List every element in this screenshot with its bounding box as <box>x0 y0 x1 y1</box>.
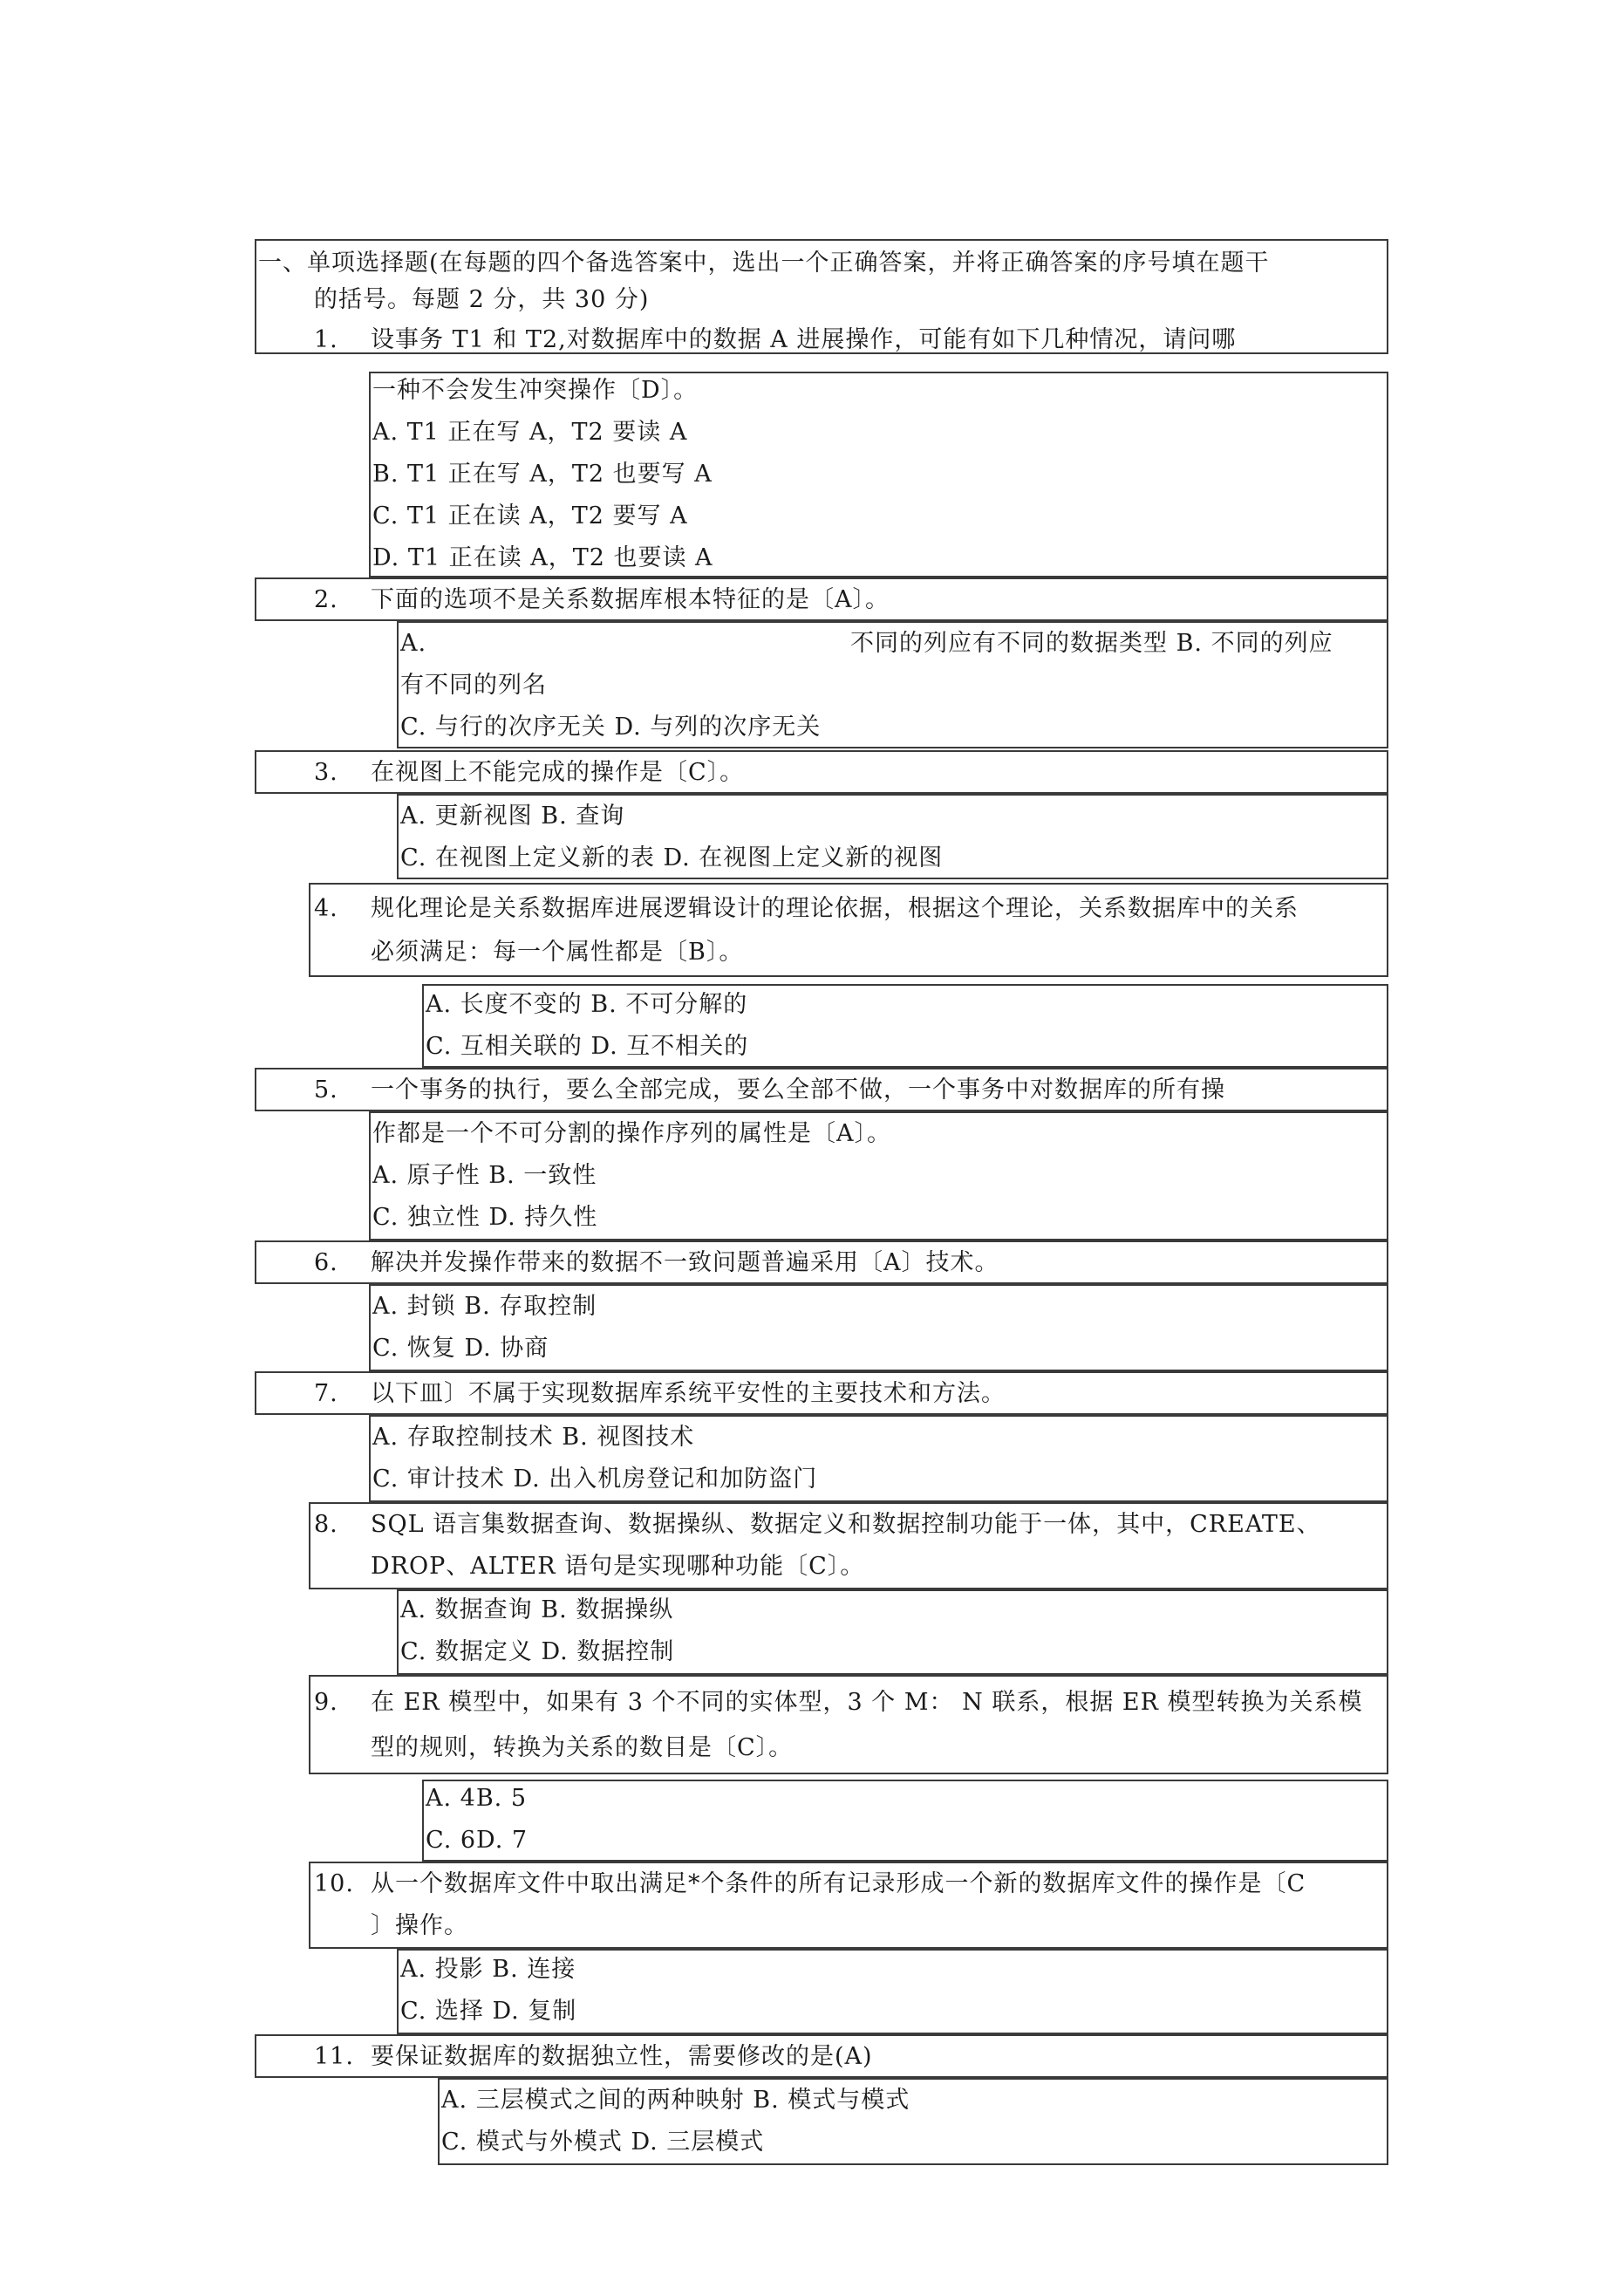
q9-number: 9. <box>314 1689 338 1716</box>
q1-option-a: A. T1 正在写 A，T2 要读 A <box>372 419 688 446</box>
q8-options-ab: A. 数据查询 B. 数据操纵 <box>400 1596 674 1623</box>
q9-options-box <box>422 1780 1388 1862</box>
q4-options-cd: C. 互相关联的 D. 互不相关的 <box>426 1033 749 1060</box>
q2-option-a-text: 不同的列应有不同的数据类型 B. 不同的列应 <box>850 630 1333 657</box>
q9-stem-line1: 在 ER 模型中，如果有 3 个不同的实体型，3 个 M： N 联系，根据 ER 模型转换为关系模 <box>371 1689 1363 1716</box>
q8-options-cd: C. 数据定义 D. 数据控制 <box>400 1638 675 1665</box>
q8-stem-line1: SQL 语言集数据查询、数据操纵、数据定义和数据控制功能于一体，其中，CREATE、 <box>371 1511 1321 1538</box>
q3-options-ab: A. 更新视图 B. 查询 <box>400 803 625 830</box>
q4-number: 4. <box>314 895 338 922</box>
q2-number: 2. <box>314 586 338 613</box>
q1-stem-line2: 一种不会发生冲突操作〔D〕。 <box>372 377 699 404</box>
q4-stem-line1: 规化理论是关系数据库进展逻辑设计的理论依据，根据这个理论，关系数据库中的关系 <box>371 895 1299 922</box>
q5-stem-line2: 作都是一个不可分割的操作序列的属性是〔A〕。 <box>372 1120 891 1147</box>
q11-number: 11. <box>314 2043 354 2070</box>
q2-option-a-continued: 有不同的列名 <box>400 672 547 699</box>
q9-options-cd: C. 6D. 7 <box>426 1827 528 1854</box>
q6-options-cd: C. 恢复 D. 协商 <box>372 1335 549 1362</box>
q6-stem: 解决并发操作带来的数据不一致问题普遍采用〔A〕技术。 <box>371 1249 999 1276</box>
q1-option-d: D. T1 正在读 A，T2 也要读 A <box>372 544 713 571</box>
q8-number: 8. <box>314 1511 338 1538</box>
section-title-line1: 一、单项选择题(在每题的四个备选答案中，选出一个正确答案，并将正确答案的序号填在题干 <box>258 249 1270 277</box>
q1-stem-line1: 设事务 T1 和 T2,对数据库中的数据 A 进展操作，可能有如下几种情况，请问哪 <box>371 326 1237 353</box>
q11-options-cd: C. 模式与外模式 D. 三层模式 <box>441 2129 765 2156</box>
q11-options-ab: A. 三层模式之间的两种映射 B. 模式与模式 <box>441 2087 910 2114</box>
q9-stem-line2: 型的规则，转换为关系的数目是〔C〕。 <box>371 1734 794 1761</box>
q7-number: 7. <box>314 1380 338 1407</box>
q6-options-ab: A. 封锁 B. 存取控制 <box>372 1293 597 1320</box>
q7-stem: 以下皿〕不属于实现数据库系统平安性的主要技术和方法。 <box>371 1380 1006 1407</box>
q2-option-a-label: A. <box>400 630 427 657</box>
q5-options-cd: C. 独立性 D. 持久性 <box>372 1204 598 1231</box>
q7-options-ab: A. 存取控制技术 B. 视图技术 <box>372 1424 695 1451</box>
q4-stem-line2: 必须满足：每一个属性都是〔B〕。 <box>371 939 744 966</box>
q2-stem: 下面的选项不是关系数据库根本特征的是〔A〕。 <box>371 586 890 613</box>
q5-number: 5. <box>314 1076 338 1104</box>
q1-number: 1. <box>314 326 338 353</box>
q5-stem-line1: 一个事务的执行，要么全部完成，要么全部不做，一个事务中对数据库的所有操 <box>371 1076 1225 1104</box>
q9-options-ab: A. 4B. 5 <box>426 1785 528 1812</box>
q3-options-cd: C. 在视图上定义新的表 D. 在视图上定义新的视图 <box>400 844 944 871</box>
q10-stem-line1: 从一个数据库文件中取出满足*个条件的所有记录形成一个新的数据库文件的操作是〔C <box>371 1870 1306 1897</box>
q6-number: 6. <box>314 1249 338 1276</box>
q2-options-cd: C. 与行的次序无关 D. 与列的次序无关 <box>400 714 822 741</box>
q1-option-b: B. T1 正在写 A，T2 也要写 A <box>372 461 713 488</box>
q11-stem: 要保证数据库的数据独立性，需要修改的是(A) <box>371 2043 873 2070</box>
q10-options-ab: A. 投影 B. 连接 <box>400 1956 576 1983</box>
q10-options-cd: C. 选择 D. 复制 <box>400 1998 577 2025</box>
q7-options-cd: C. 审计技术 D. 出入机房登记和加防盗门 <box>372 1466 818 1493</box>
q3-stem: 在视图上不能完成的操作是〔C〕。 <box>371 759 745 786</box>
q10-stem-line2: 〕操作。 <box>371 1912 468 1939</box>
q3-number: 3. <box>314 759 338 786</box>
q8-stem-line2: DROP、ALTER 语句是实现哪种功能〔C〕。 <box>371 1553 865 1580</box>
section-title-line2: 的括号。每题 2 分，共 30 分) <box>314 286 650 313</box>
q10-number: 10. <box>314 1870 354 1897</box>
q4-options-ab: A. 长度不变的 B. 不可分解的 <box>426 991 748 1018</box>
q5-options-ab: A. 原子性 B. 一致性 <box>372 1162 597 1189</box>
q1-option-c: C. T1 正在读 A，T2 要写 A <box>372 502 688 530</box>
